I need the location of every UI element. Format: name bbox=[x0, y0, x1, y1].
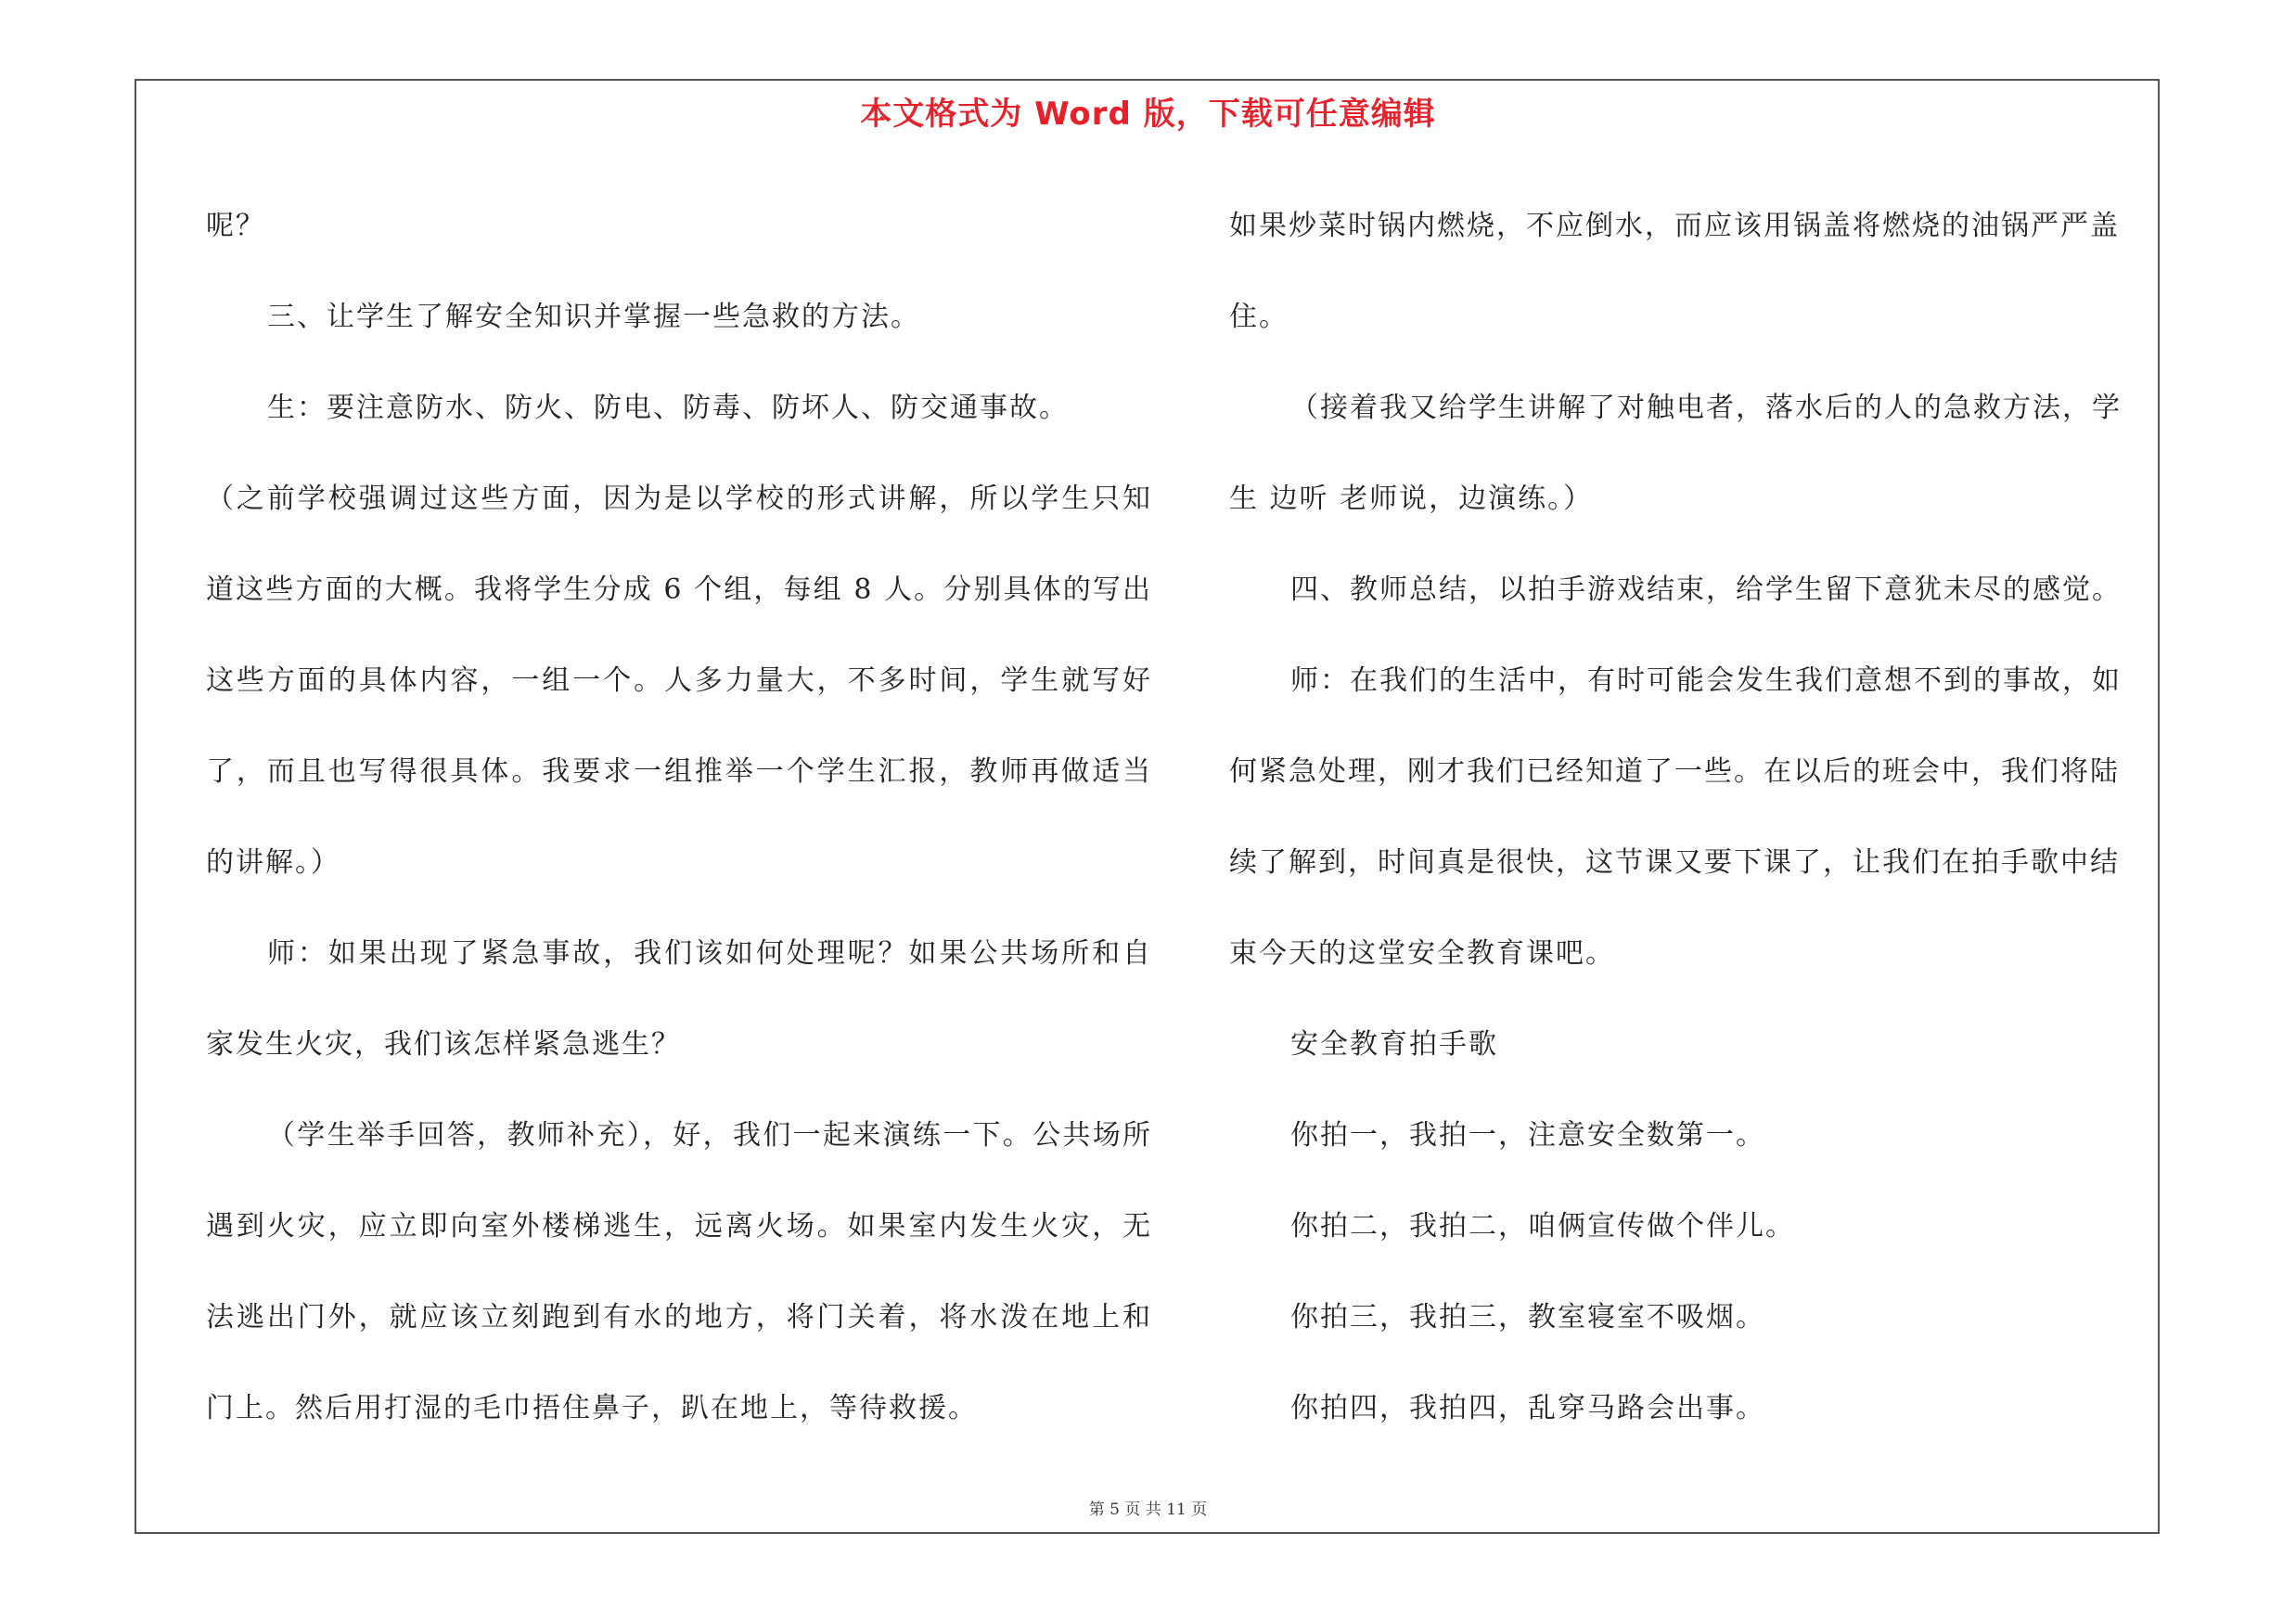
paragraph: 呢？ bbox=[206, 210, 265, 242]
paragraph-line: 四、教师总结，以拍手游戏结束，给学生留下意犹未尽的感觉。 bbox=[1290, 573, 2122, 606]
header-banner: 本文格式为 Word 版，下载可任意编辑 bbox=[860, 96, 1436, 133]
paragraph-line: （接着我又给学生讲解了对触电者，落水后的人的急救方法，学 bbox=[1290, 392, 2122, 424]
song-line: 你拍二，我拍二，咱俩宣传做个伴儿。 bbox=[1290, 1210, 1795, 1243]
paragraph-line: 何紧急处理，刚才我们已经知道了一些。在以后的班会中，我们将陆 bbox=[1229, 755, 2120, 788]
song-line: 你拍四，我拍四，乱穿马路会出事。 bbox=[1290, 1392, 1765, 1424]
song-line: 你拍三，我拍三，教室寝室不吸烟。 bbox=[1290, 1301, 1765, 1333]
paragraph-line: 生 边听 老师说，边演练。） bbox=[1229, 483, 1594, 515]
paragraph: 生：要注意防水、防火、防电、防毒、防坏人、防交通事故。 bbox=[267, 392, 1069, 424]
paragraph-line: 住。 bbox=[1229, 301, 1289, 333]
paragraph: （学生举手回答，教师补充），好，我们一起来演练一下。公共场所遇到火灾，应立即向室外楼梯逃生，远离火场。如果室内发生火灾，无法逃出门外，就应该立刻跑到有水的地方，将门关着，将水泼在地上和门上。然后用打湿的毛巾捂住鼻子，趴在地上，等待救援。 bbox=[206, 1119, 1152, 1424]
paragraph-line: 续了解到，时间真是很快，这节课又要下课了，让我们在拍手歌中结 bbox=[1229, 846, 2120, 879]
paragraph: （之前学校强调过这些方面，因为是以学校的形式讲解，所以学生只知道这些方面的大概。我将学生分成 6 个组，每组 8 人。分别具体的写出这些方面的具体内容，一组一个。人多力量大，不多时间，学生就写好了，而且也写得很具体。我要求一组推举一个学生汇报，教师再做适当的讲解。） bbox=[206, 483, 1152, 879]
page-number: 第 5 页 共 11 页 bbox=[1088, 1501, 1208, 1519]
song-title: 安全教育拍手歌 bbox=[1290, 1028, 1498, 1061]
paragraph: 师：如果出现了紧急事故，我们该如何处理呢？如果公共场所和自家发生火灾，我们该怎样紧急逃生？ bbox=[206, 937, 1152, 1061]
right-column bbox=[1229, 181, 2157, 1454]
paragraph-line: 束今天的这堂安全教育课吧。 bbox=[1229, 937, 1615, 970]
paragraph-line: 师：在我们的生活中，有时可能会发生我们意想不到的事故，如 bbox=[1290, 664, 2122, 697]
left-column bbox=[206, 181, 1152, 1454]
song-line: 你拍一，我拍一，注意安全数第一。 bbox=[1290, 1119, 1765, 1152]
paragraph-line: 如果炒菜时锅内燃烧，不应倒水，而应该用锅盖将燃烧的油锅严严盖 bbox=[1229, 210, 2120, 242]
paragraph: 三、让学生了解安全知识并掌握一些急救的方法。 bbox=[267, 301, 920, 333]
